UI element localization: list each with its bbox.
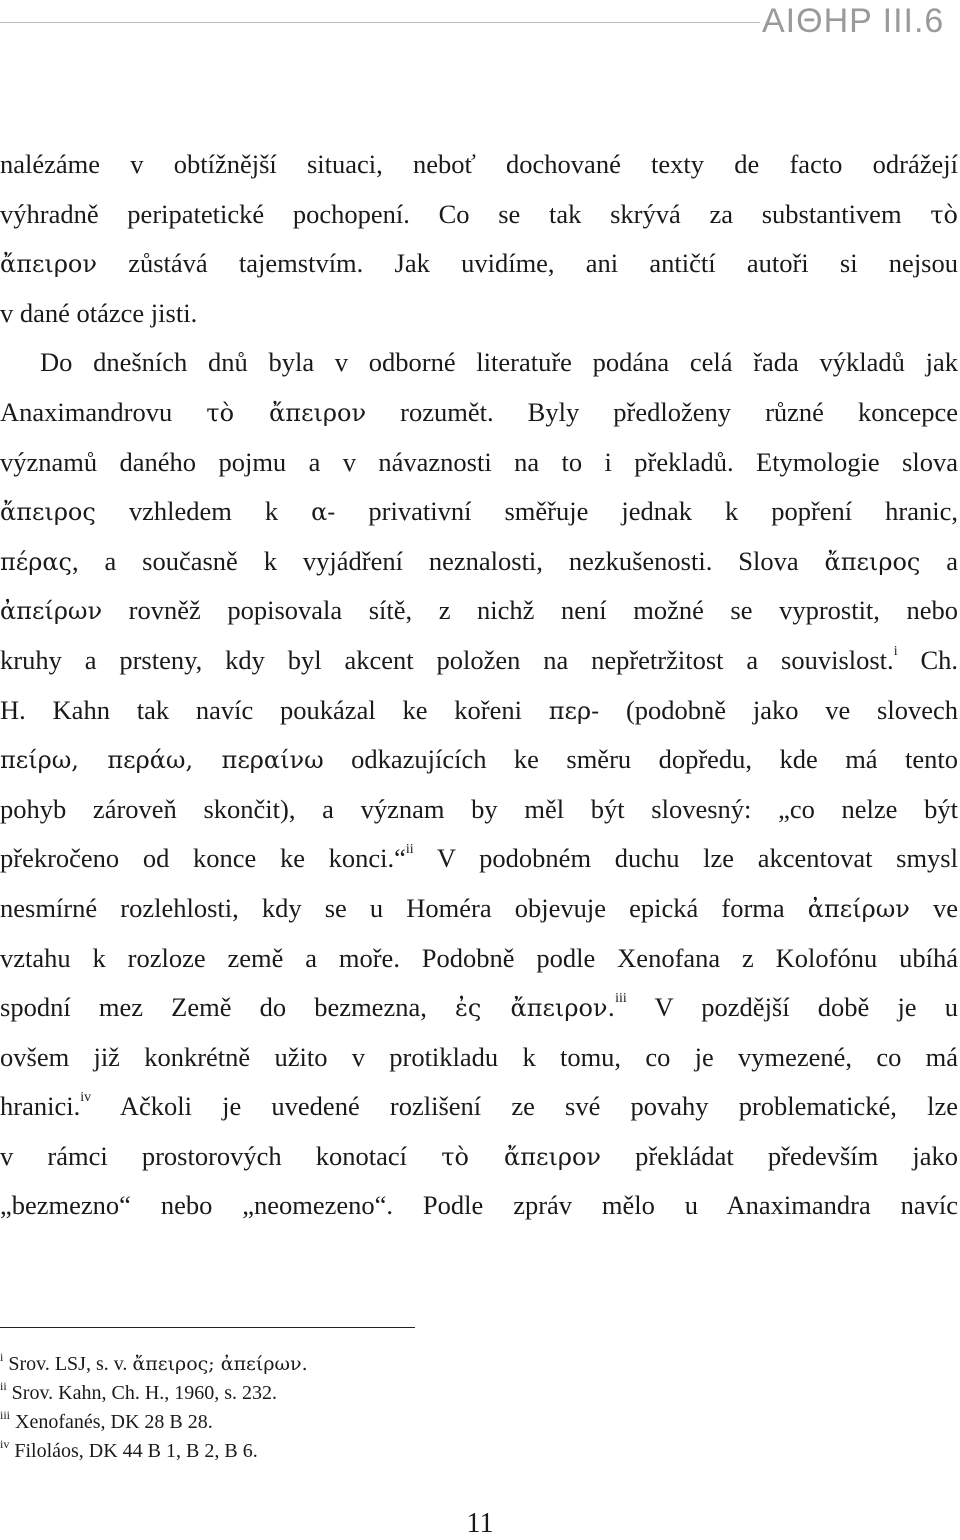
footnote-mark[interactable]: iii [615, 991, 627, 1007]
text-line: „bezmezno“ nebo „neomezeno“. Podle zpráv mělo u Anaximandra navíc [0, 1190, 958, 1221]
text-line: Anaximandrovu τὸ ἄπειρον rozumět. Byly předloženy různé koncepce [0, 396, 959, 427]
footnote-rule [0, 1327, 415, 1328]
footnote: $^{iii}$ Xenofanés, DK 28 B 28. [0, 1408, 213, 1433]
footnote: $^{iv}$ Filoláos, DK 44 B 1, B 2, B 6. [0, 1437, 258, 1462]
footnote-number: i [0, 1350, 4, 1364]
greek-term: πέρας [0, 547, 72, 576]
text-line: ἄπειρον zůstává tajemstvím. Jak uvidíme, ani antičtí autoři si nejsou [0, 248, 958, 279]
page-number: 11 [466, 1508, 494, 1539]
greek-term: περ- [548, 696, 600, 725]
footnote-number: iii [0, 1408, 11, 1422]
text-line: překročeno od konce ke konci.“$^{ii}$ V podobném duchu lze akcentovat smysl [0, 842, 958, 874]
footnote: $^i$ Srov. LSJ, s. v. ἄπειρος; ἀπείρων. [0, 1350, 308, 1375]
greek-term: ἄπειρον [0, 250, 97, 279]
greek-term: ἄπειρος [0, 498, 96, 527]
text-line: významů daného pojmu a v návaznosti na to i překladů. Etymologie slova [0, 446, 958, 477]
text-line: πείρω, περάω, περαίνω odkazujících ke směru dopředu, kde má tento [0, 744, 959, 775]
text-line: πέρας, a současně k vyjádření neznalosti, nezkušenosti. Slova ἄπειρος a [0, 545, 959, 576]
greek-term: ἄπειρος; ἀπείρων. [132, 1353, 308, 1375]
greek-term: πείρω, περάω, περαίνω [0, 746, 324, 775]
main-text [0, 140, 958, 1231]
greek-term: τὸ ἄπειρον [441, 1142, 602, 1171]
greek-term: ἀπείρων [807, 894, 910, 923]
greek-term: τὸ ἄπειρον [206, 398, 367, 427]
greek-term: α- [311, 498, 336, 527]
text-line: kruhy a prsteny, kdy byl akcent položen na nepřetržitost a souvislost.$^i$ Ch. [0, 643, 959, 675]
text-line: spodní mez Země do bezmezna, ἐς ἄπειρον.$^{iii}$ V pozdější době je u [0, 991, 958, 1023]
footnotes [0, 1350, 308, 1466]
text-line: pohyb zároveň skončit), a význam by měl být slovesný: „co nelze být [0, 793, 958, 824]
text-line: hranici.$^{iv}$ Ačkoli je uvedené rozlišení ze své povahy problematické, lze [0, 1090, 958, 1122]
text-line: nesmírné rozlehlosti, kdy se u Homéra objevuje epická forma ἀπείρων ve [0, 892, 959, 923]
text-line: nalézáme v obtížnější situaci, neboť dochované texty de facto odrážejí [0, 149, 958, 179]
journal-logo: ΑΙΘΗΡ III.6 [762, 2, 945, 40]
greek-term: τὸ [930, 200, 959, 229]
text-line: v dané otázce jisti. [0, 297, 198, 328]
footnote: $^{ii}$ Srov. Kahn, Ch. H., 1960, s. 232. [0, 1379, 278, 1404]
text-line: výhradně peripatetické pochopení. Co se tak skrývá za substantivem τὸ [0, 198, 959, 229]
text-line: ovšem již konkrétně užito v protikladu k tomu, co je vymezené, co má [0, 1041, 958, 1072]
footnote-mark[interactable]: i [893, 643, 898, 659]
text-line: vztahu k rozloze země a moře. Podobně podle Xenofana z Kolofónu ubíhá [0, 942, 958, 973]
text-line: Do dnešních dnů byla v odborné literatuře podána celá řada výkladů jak [40, 347, 958, 378]
footnote-mark[interactable]: ii [405, 842, 414, 858]
greek-term: ἀπείρων [0, 597, 103, 626]
footnote-mark[interactable]: iv [80, 1090, 92, 1106]
footnote-number: iv [0, 1437, 10, 1451]
text-line: v rámci prostorových konotací τὸ ἄπειρον překládat především jako [0, 1140, 959, 1171]
greek-term: ἐς ἄπειρον. [455, 994, 616, 1023]
header-rule [0, 22, 760, 23]
text-line: ἄπειρος vzhledem k α- privativní směřuje jednak k popření hranic, [0, 496, 958, 527]
text-line: H. Kahn tak navíc poukázal ke kořeni περ- (podobně jako ve slovech [0, 694, 958, 725]
footnote-number: ii [0, 1379, 7, 1393]
text-line: ἀπείρων rovněž popisovala sítě, z nichž není možné se vyprostit, nebo [0, 595, 959, 626]
greek-term: ἄπειρος [824, 547, 921, 576]
